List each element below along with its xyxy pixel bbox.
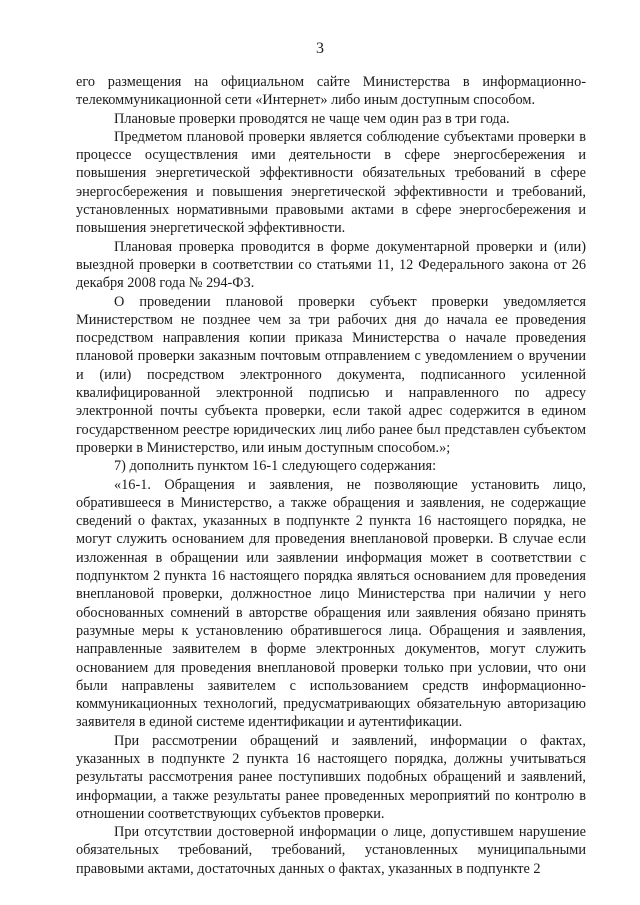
paragraph-absence-of-info: При отсутствии достоверной информации о лице, допустившем нарушение обязательных требований, требований, установленных муниципальными правовыми актами, достаточных данных о фактах, указанных в подпункте 2 xyxy=(76,824,586,877)
paragraph-inspection-subject: Предметом плановой проверки является соблюдение субъектами проверки в процессе осуществления ими деятельности в сфере энергосбережения и повышения энергетической эффективности обязательных требований в сфере энергосбережения и повышения энергетической эффективности и требований, установленных нормативными правовыми актами в сфере энергосбережения и повышения энергетической эффективности. xyxy=(76,128,586,237)
document-body xyxy=(76,73,586,878)
paragraph-inspection-frequency: Плановые проверки проводятся не чаще чем один раз в три года. xyxy=(114,110,510,127)
paragraph-notification: О проведении плановой проверки субъект проверки уведомляется Министерством не позднее чем за три рабочих дня до начала ее проведения посредством направления копии приказа Министерства о начале проведения плановой проверки заказным почтовым отправлением с уведомлением о вручении и (или) посредством электронного документа, подписанного усиленной квалифицированной электронной подписью и направленного по адресу электронной почты субъекта проверки, если такой адрес содержится в едином государственном реестре юридических лиц либо ранее был представлен субъектом проверки в Министерство, или иным доступным способом.»; xyxy=(76,293,586,456)
paragraph-clause-16-1: «16-1. Обращения и заявления, не позволяющие установить лицо, обратившееся в Министерство, а также обращения и заявления, не содержащие сведений о фактах, указанных в подпункте 2 пункта 16 настоящего порядка, не могут служить основанием для проведения внеплановой проверки. В случае если изложенная в обращении или заявлении информация может в соответствии с подпунктом 2 пункта 16 настоящего порядка являться основанием для проведения внеплановой проверки, должностное лицо Министерства при наличии у него обоснованных сомнений в авторстве обращения или заявления обязано принять разумные меры к установлению обратившегося лица. Обращения и заявления, направленные заявителем в форме электронных документов, могут служить основанием для проведения внеплановой проверки только при условии, что они были направлены заявителем с использованием средств информационно-коммуникационных технологий, предусматривающих обязательную авторизацию заявителя в единой системе идентификации и аутентификации. xyxy=(76,476,586,731)
page-number: 3 xyxy=(316,40,324,57)
paragraph-consideration: При рассмотрении обращений и заявлений, информации о фактах, указанных в подпункте 2 пункта 16 настоящего порядка, должны учитываться результаты рассмотрения ранее поступивших подобных обращений и заявлений, информации, а также результаты ранее проведенных мероприятий по контролю в отношении соответствующих субъектов проверки. xyxy=(76,732,586,822)
paragraph-amendment-7: 7) дополнить пунктом 16-1 следующего содержания: xyxy=(114,458,437,475)
paragraph-inspection-form: Плановая проверка проводится в форме документарной проверки и (или) выездной проверки в соответствии со статьями 11, 12 Федерального закона от 26 декабря 2008 года № 294-ФЗ. xyxy=(76,238,586,292)
paragraph-continuation: его размещения на официальном сайте Министерства в информационно-телекоммуникационной сети «Интернет» либо иным доступным способом. xyxy=(76,74,586,109)
